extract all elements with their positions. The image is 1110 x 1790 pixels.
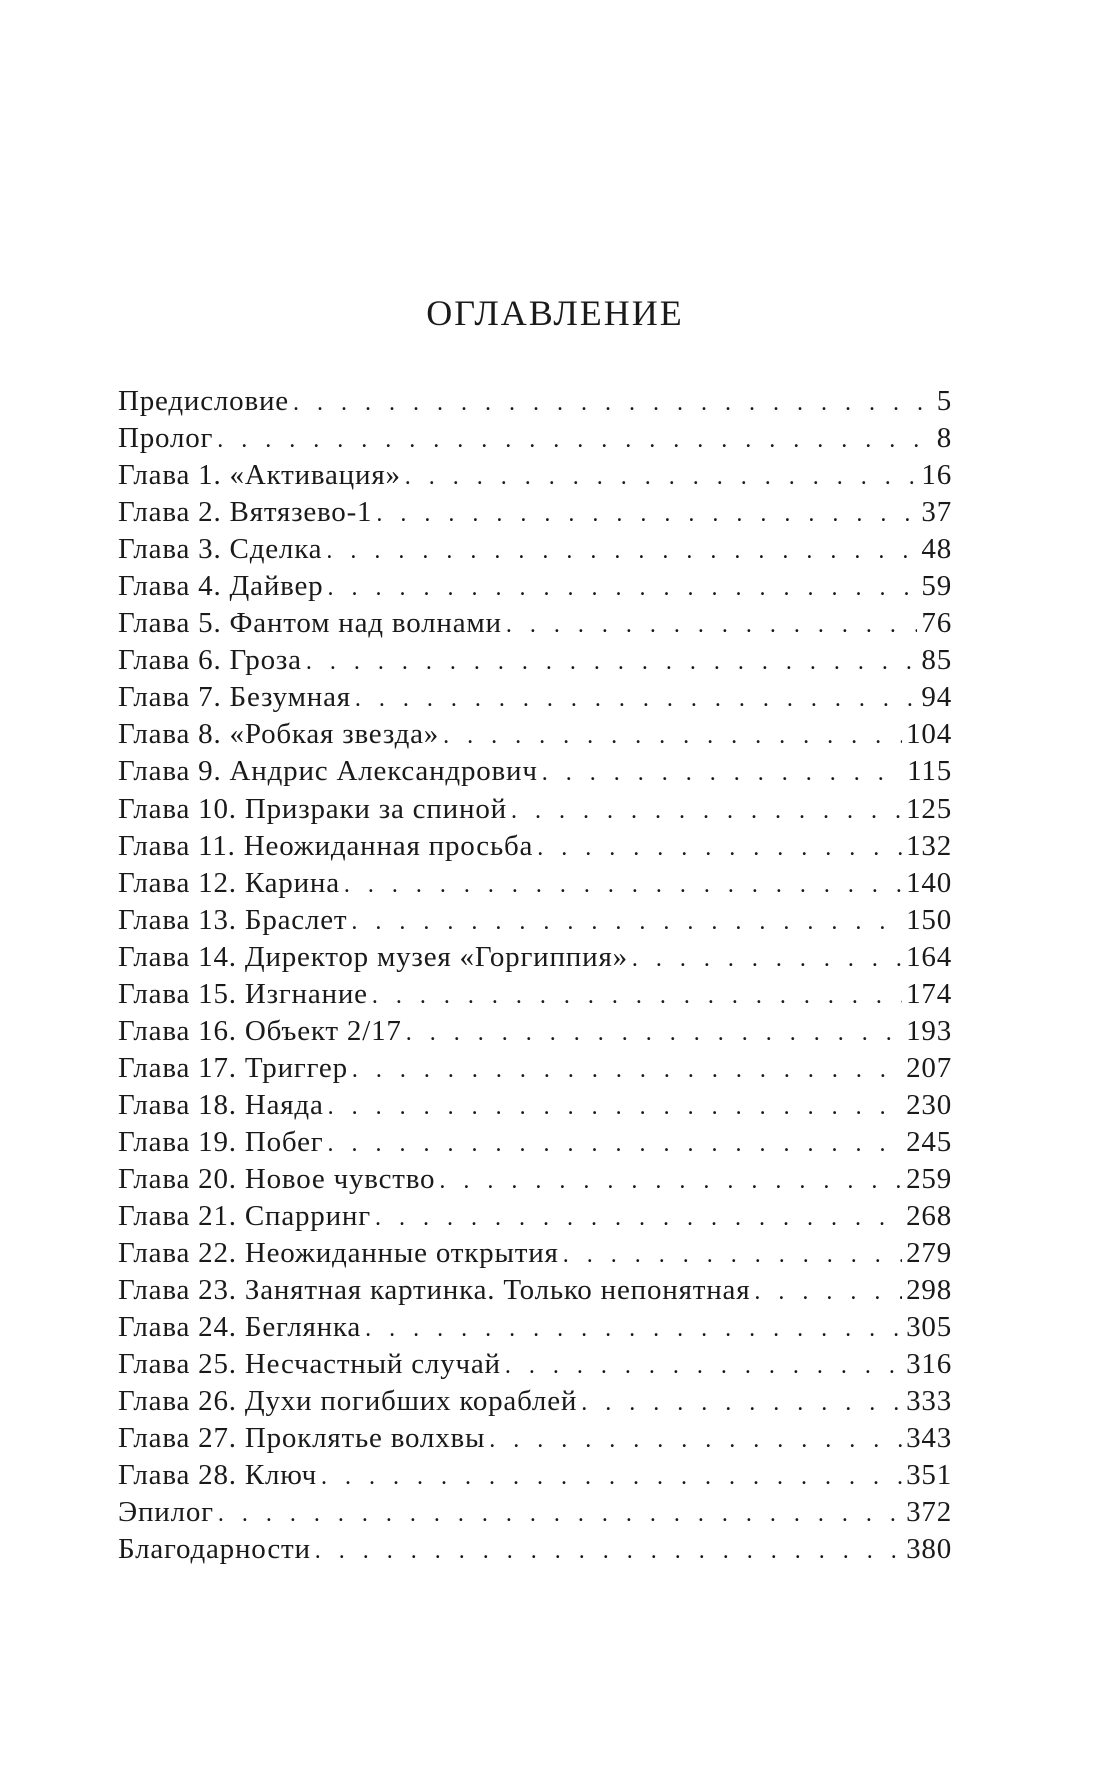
toc-entry-page-number: 8 <box>936 422 952 455</box>
dot-leader <box>375 1200 902 1237</box>
toc-entry-label: Глава 5. Фантом над волнами <box>118 607 502 640</box>
toc-list <box>118 383 952 1569</box>
dot-leader <box>365 1311 902 1348</box>
toc-entry <box>118 1309 952 1346</box>
dot-leader <box>315 1533 902 1570</box>
toc-entry <box>118 531 952 568</box>
toc-entry-page-number: 333 <box>906 1385 952 1418</box>
toc-entry <box>118 716 952 753</box>
dot-leader <box>321 1459 902 1496</box>
dot-leader <box>355 681 918 718</box>
toc-entry <box>118 568 952 605</box>
toc-entry-page-number: 5 <box>936 385 952 417</box>
dot-leader <box>511 793 902 830</box>
toc-entry-label: Глава 21. Спарринг <box>118 1200 371 1233</box>
toc-entry <box>118 1383 952 1420</box>
toc-entry <box>118 865 952 902</box>
toc-entry-page-number: 85 <box>921 644 952 677</box>
toc-entry-label: Глава 15. Изгнание <box>118 977 368 1010</box>
dot-leader <box>327 1126 902 1163</box>
dot-leader <box>542 755 903 792</box>
toc-entry-label: Глава 28. Ключ <box>118 1459 318 1492</box>
toc-entry-page-number: 259 <box>906 1162 952 1195</box>
dot-leader <box>376 496 917 533</box>
toc-entry <box>118 1531 952 1568</box>
dot-leader <box>406 1015 902 1052</box>
toc-entry-label: Глава 11. Неожиданная просьба <box>118 829 534 862</box>
toc-entry-label: Глава 6. Гроза <box>118 644 302 677</box>
toc-entry-label: Глава 8. «Робкая звезда» <box>118 718 440 751</box>
toc-entry-label: Глава 22. Неожиданные открытия <box>118 1237 559 1270</box>
dot-leader <box>344 867 902 904</box>
toc-entry-label: Глава 1. «Активация» <box>118 459 401 492</box>
toc-entry-page-number: 207 <box>906 1051 952 1084</box>
toc-entry <box>118 1235 952 1272</box>
toc-entry-label: Глава 12. Карина <box>118 866 340 899</box>
toc-entry <box>118 420 952 457</box>
toc-entry <box>118 753 952 790</box>
toc-entry-label: Благодарности <box>118 1533 311 1566</box>
toc-entry-page-number: 59 <box>921 570 952 603</box>
toc-entry-page-number: 76 <box>921 607 952 640</box>
dot-leader <box>506 607 918 644</box>
toc-entry-page-number: 115 <box>907 755 952 788</box>
toc-entry-page-number: 316 <box>906 1348 952 1381</box>
toc-entry-label: Предисловие <box>118 385 289 417</box>
toc-entry-page-number: 37 <box>921 496 952 529</box>
dot-leader <box>489 1422 902 1459</box>
toc-entry-page-number: 343 <box>906 1422 952 1455</box>
dot-leader <box>352 1052 902 1089</box>
toc-entry-page-number: 132 <box>906 829 952 862</box>
toc-entry-label: Глава 26. Духи погибших кораблей <box>118 1385 578 1418</box>
dot-leader <box>293 385 933 422</box>
toc-entry-page-number: 164 <box>906 940 952 973</box>
toc-entry <box>118 1272 952 1309</box>
dot-leader <box>632 941 902 978</box>
toc-entry <box>118 828 952 865</box>
toc-entry-label: Глава 18. Наяда <box>118 1088 324 1121</box>
toc-entry-label: Глава 17. Триггер <box>118 1051 348 1084</box>
dot-leader <box>443 718 902 755</box>
dot-leader <box>328 1089 902 1126</box>
toc-entry-label: Глава 24. Беглянка <box>118 1311 362 1344</box>
toc-entry-label: Глава 9. Андрис Александрович <box>118 755 538 788</box>
toc-entry-page-number: 351 <box>906 1459 952 1492</box>
toc-entry <box>118 902 952 939</box>
toc-entry <box>118 791 952 828</box>
toc-entry-page-number: 94 <box>921 681 952 714</box>
toc-entry-label: Глава 16. Объект 2/17 <box>118 1014 402 1047</box>
toc-entry-page-number: 305 <box>906 1311 952 1344</box>
toc-entry-page-number: 298 <box>906 1274 952 1307</box>
toc-entry <box>118 1346 952 1383</box>
toc-entry <box>118 642 952 679</box>
dot-leader <box>351 904 902 941</box>
toc-entry-page-number: 150 <box>906 903 952 936</box>
dot-leader <box>505 1348 902 1385</box>
toc-entry-label: Глава 2. Вятязево-1 <box>118 496 373 529</box>
dot-leader <box>754 1274 902 1311</box>
toc-entry-label: Эпилог <box>118 1496 214 1529</box>
toc-entry <box>118 1494 952 1531</box>
toc-entry <box>118 1161 952 1198</box>
toc-entry <box>118 1457 952 1494</box>
dot-leader <box>405 459 918 496</box>
dot-leader <box>326 533 917 570</box>
toc-entry-page-number: 48 <box>921 533 952 566</box>
dot-leader <box>327 570 917 607</box>
dot-leader <box>218 1496 902 1533</box>
toc-entry <box>118 939 952 976</box>
toc-entry-page-number: 174 <box>906 977 952 1010</box>
toc-entry <box>118 494 952 531</box>
dot-leader <box>439 1163 902 1200</box>
toc-entry-label: Глава 3. Сделка <box>118 533 323 566</box>
toc-entry-page-number: 230 <box>906 1088 952 1121</box>
dot-leader <box>563 1237 902 1274</box>
toc-entry-label: Глава 14. Директор музея «Горгиппия» <box>118 940 628 973</box>
toc-entry-page-number: 380 <box>906 1533 952 1566</box>
toc-entry <box>118 679 952 716</box>
toc-entry <box>118 605 952 642</box>
toc-entry-label: Глава 4. Дайвер <box>118 570 324 603</box>
toc-entry <box>118 383 952 420</box>
toc-entry <box>118 1198 952 1235</box>
toc-entry-label: Глава 10. Призраки за спиной <box>118 792 507 825</box>
dot-leader <box>217 422 932 459</box>
toc-entry-label: Пролог <box>118 422 214 455</box>
toc-entry-page-number: 16 <box>921 459 952 492</box>
toc-entry-page-number: 279 <box>906 1237 952 1270</box>
dot-leader <box>581 1385 902 1422</box>
toc-entry <box>118 976 952 1013</box>
toc-entry-page-number: 140 <box>906 866 952 899</box>
dot-leader <box>372 978 902 1015</box>
toc-entry <box>118 1124 952 1161</box>
toc-entry <box>118 1013 952 1050</box>
dot-leader <box>306 644 918 681</box>
toc-entry-page-number: 245 <box>906 1125 952 1158</box>
toc-entry-page-number: 193 <box>906 1014 952 1047</box>
toc-entry-page-number: 372 <box>906 1496 952 1529</box>
toc-entry-label: Глава 23. Занятная картинка. Только непонятная <box>118 1274 751 1307</box>
toc-entry-label: Глава 27. Проклятье волхвы <box>118 1422 486 1455</box>
toc-entry <box>118 1050 952 1087</box>
dot-leader <box>537 830 902 867</box>
toc-entry <box>118 457 952 494</box>
toc-entry-label: Глава 13. Браслет <box>118 903 348 936</box>
toc-entry-label: Глава 19. Побег <box>118 1125 324 1158</box>
toc-entry-page-number: 104 <box>906 718 952 751</box>
toc-entry-page-number: 268 <box>906 1200 952 1233</box>
toc-entry-label: Глава 20. Новое чувство <box>118 1162 436 1195</box>
toc-entry-page-number: 125 <box>906 792 952 825</box>
toc-entry <box>118 1420 952 1457</box>
toc-entry-label: Глава 7. Безумная <box>118 681 351 714</box>
toc-entry <box>118 1087 952 1124</box>
page-title: ОГЛАВЛЕНИЕ <box>426 293 684 333</box>
toc-entry-label: Глава 25. Несчастный случай <box>118 1348 501 1381</box>
